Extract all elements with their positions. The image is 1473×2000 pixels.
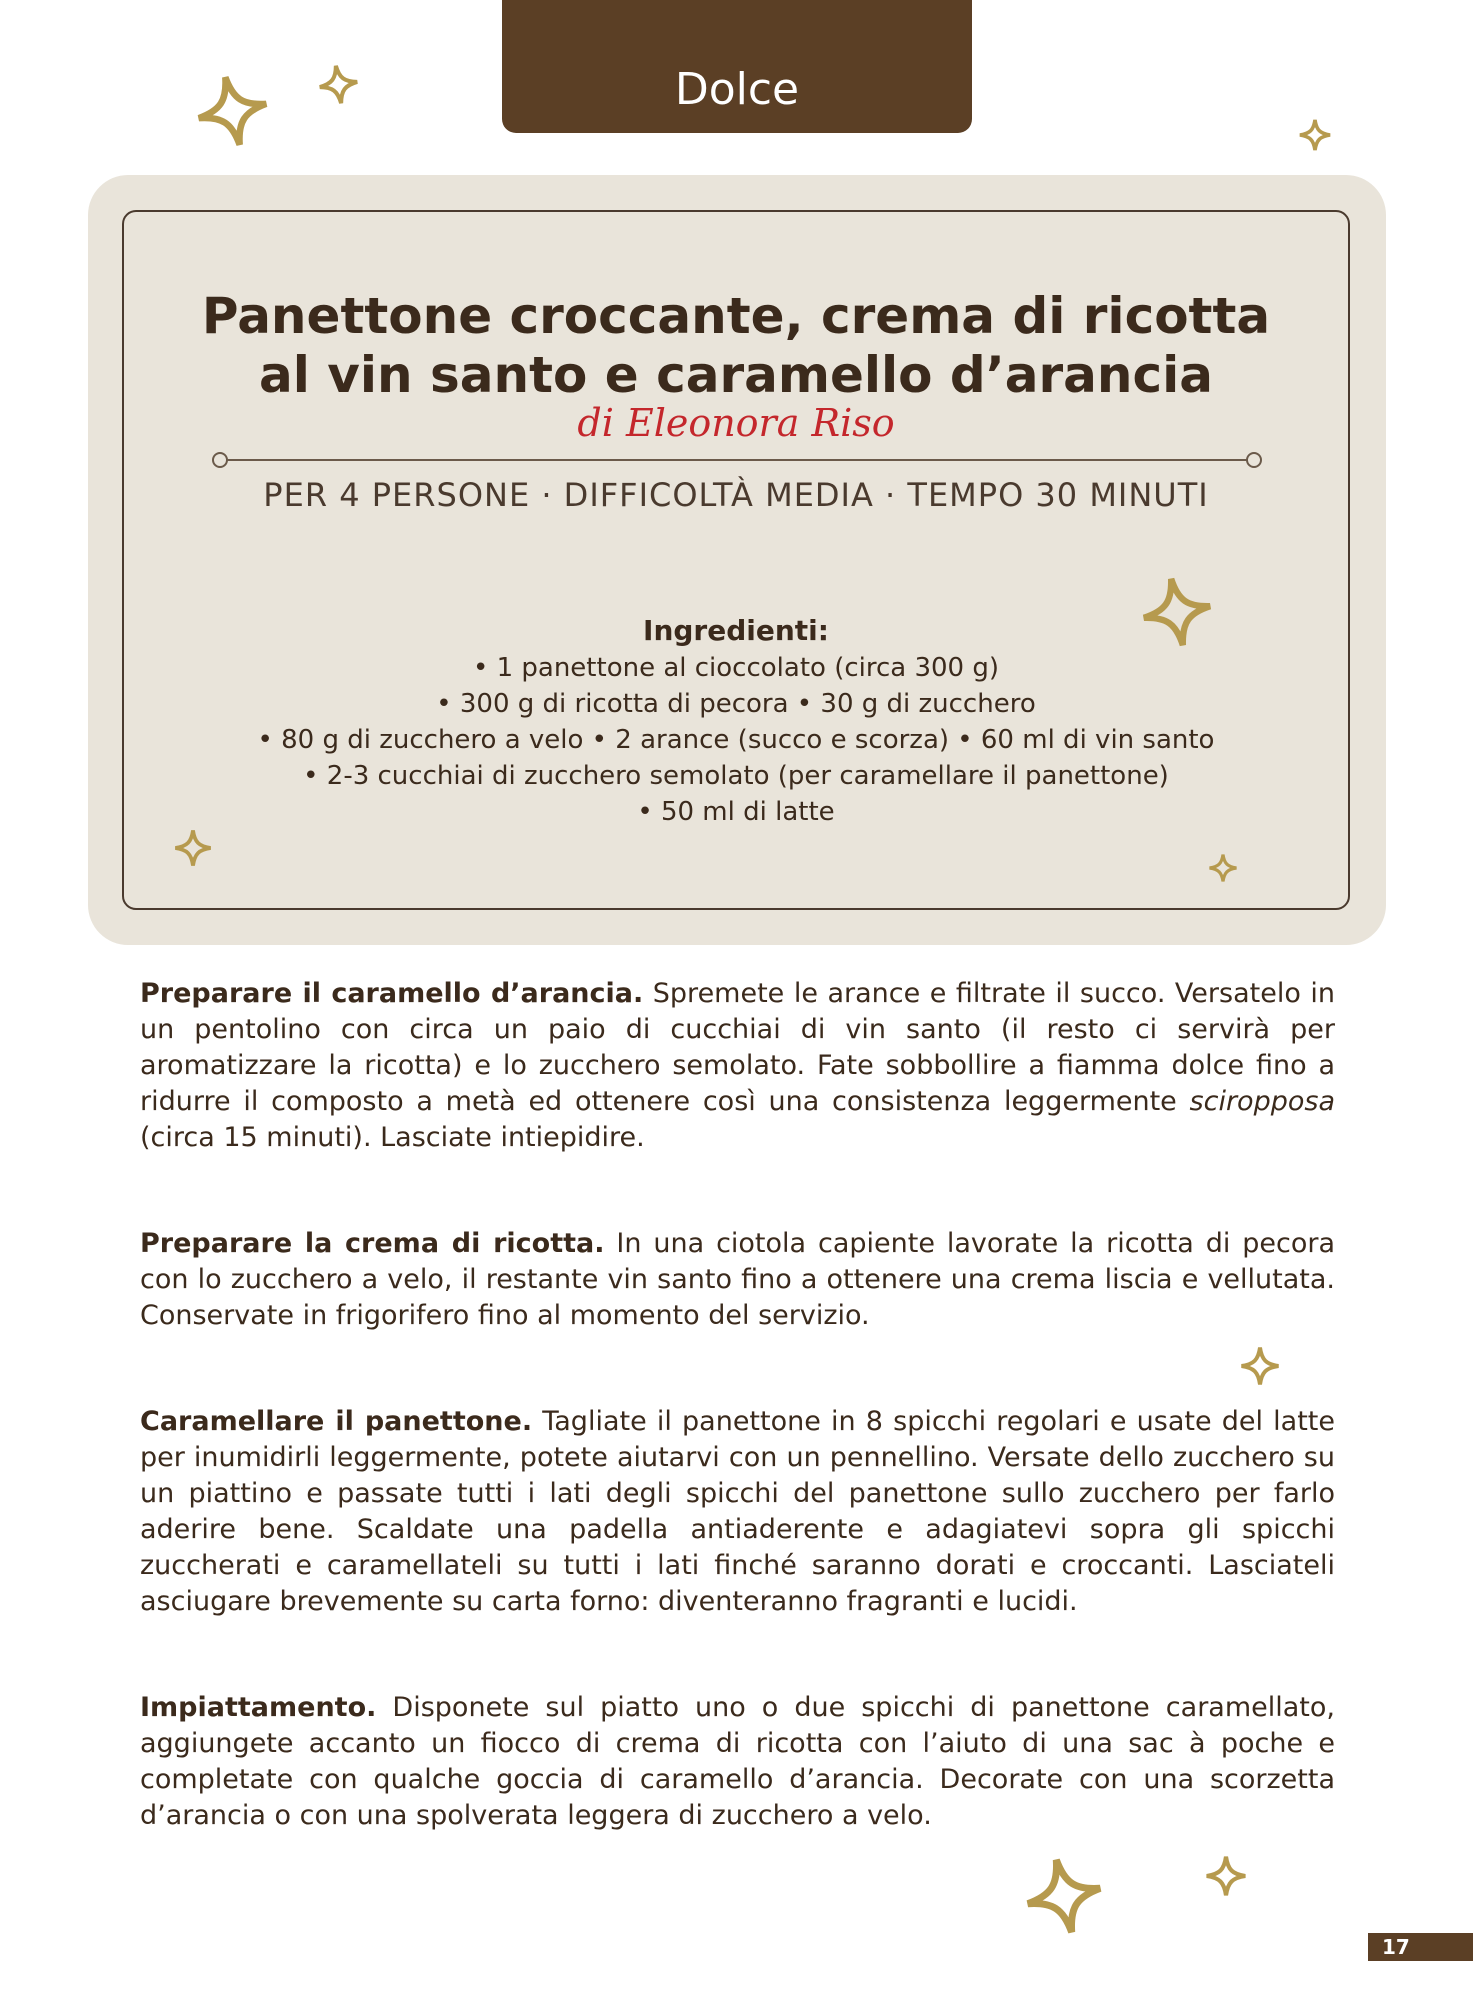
step-text: In una ciotola capiente lavorate la ricotta di pecora con lo zucchero a velo, il restante vin santo fino a ottenere una crema liscia e vellutata. Conservate in frigorifero fino al momento del servizio. [140, 1228, 1336, 1331]
star-icon [316, 62, 361, 107]
recipe-title [124, 287, 1348, 405]
step-paragraph [140, 976, 1335, 1156]
step-heading: Impiattamento. [140, 1692, 377, 1723]
ingredient-item: • 1 panettone al cioccolato (circa 300 g) [472, 653, 1000, 683]
page-number: 17 [1368, 1933, 1473, 1961]
step-text: Disponete sul piatto uno o due spicchi di panettone caramellato, aggiungete accanto un fiocco di crema di ricotta con l’aiuto di una sac à poche e completate con qualche goccia di caramello d’arancia. Decorate con una scorzetta d’arancia o con una spolverata leggera di zucchero a velo. [140, 1692, 1335, 1831]
ingredient-item: • 300 g di ricotta di pecora • 30 g di zucchero [436, 689, 1036, 719]
step-text: Spremete le arance e filtrate il succo. Versatelo in un pentolino con circa un paio di cucchiai di vin santo (il resto ci servirà per aromatizzare la ricotta) e lo zucchero semolato. Fate sobbollire a fiamma dolce fino a ridurre il composto a metà ed ottenere così una consistenza leggermente [140, 978, 1335, 1117]
recipe-author: di Eleonora Riso [577, 401, 895, 445]
recipe-title-line2: al vin santo e caramello d’arancia [259, 346, 1213, 404]
star-icon [190, 70, 275, 152]
ingredient-item: • 2-3 cucchiai di zucchero semolato (per caramellare il panettone) [303, 761, 1169, 791]
step-paragraph [140, 1404, 1335, 1620]
step-text: Tagliate il panettone in 8 spicchi regolari e usate del latte per inumidirli leggermente, potete aiutarvi con un pennellino. Versate dello zucchero su un piattino e passate tutti i lati degli spicchi del panettone sullo zucchero per farlo aderire bene. Scaldate una padella antiaderente e adagiatevi sopra gli spicchi zuccherati e caramellateli su tutti i lati finché saranno dorati e croccanti. Lasciateli asciugare brevemente su carta forno: diventeranno fragranti e lucidi. [140, 1406, 1335, 1617]
section-tab: Dolce [502, 0, 972, 133]
step-text-italic: sciropposa [1189, 1086, 1335, 1117]
star-icon [1238, 1344, 1282, 1388]
step-paragraph [140, 1690, 1335, 1834]
recipe-card-frame [122, 210, 1350, 910]
step-heading: Caramellare il panettone. [140, 1406, 533, 1437]
step-text: (circa 15 minuti). Lasciate intiepidire. [140, 1122, 645, 1153]
ingredient-item: • 80 g di zucchero a velo • 2 arance (succo e scorza) • 60 ml di vin santo [257, 725, 1215, 755]
step-paragraph [140, 1226, 1335, 1334]
star-icon [1207, 852, 1239, 884]
ingredients-heading: Ingredienti: [643, 614, 829, 647]
star-icon [1137, 572, 1217, 652]
ingredients-list [124, 650, 1348, 830]
step-heading: Preparare il caramello d’arancia. [140, 978, 644, 1009]
star-icon [1297, 117, 1333, 153]
recipe-meta: PER 4 PERSONE · DIFFICOLTÀ MEDIA · TEMPO 30 MINUTI [263, 476, 1209, 514]
star-icon [1020, 1852, 1108, 1940]
star-icon [172, 827, 214, 869]
recipe-title-line1: Panettone croccante, crema di ricotta [201, 287, 1271, 345]
ingredient-item: • 50 ml di latte [637, 797, 835, 827]
step-heading: Preparare la crema di ricotta. [140, 1228, 605, 1259]
divider [212, 450, 1262, 470]
star-icon [1203, 1853, 1249, 1899]
recipe-card [88, 175, 1386, 945]
